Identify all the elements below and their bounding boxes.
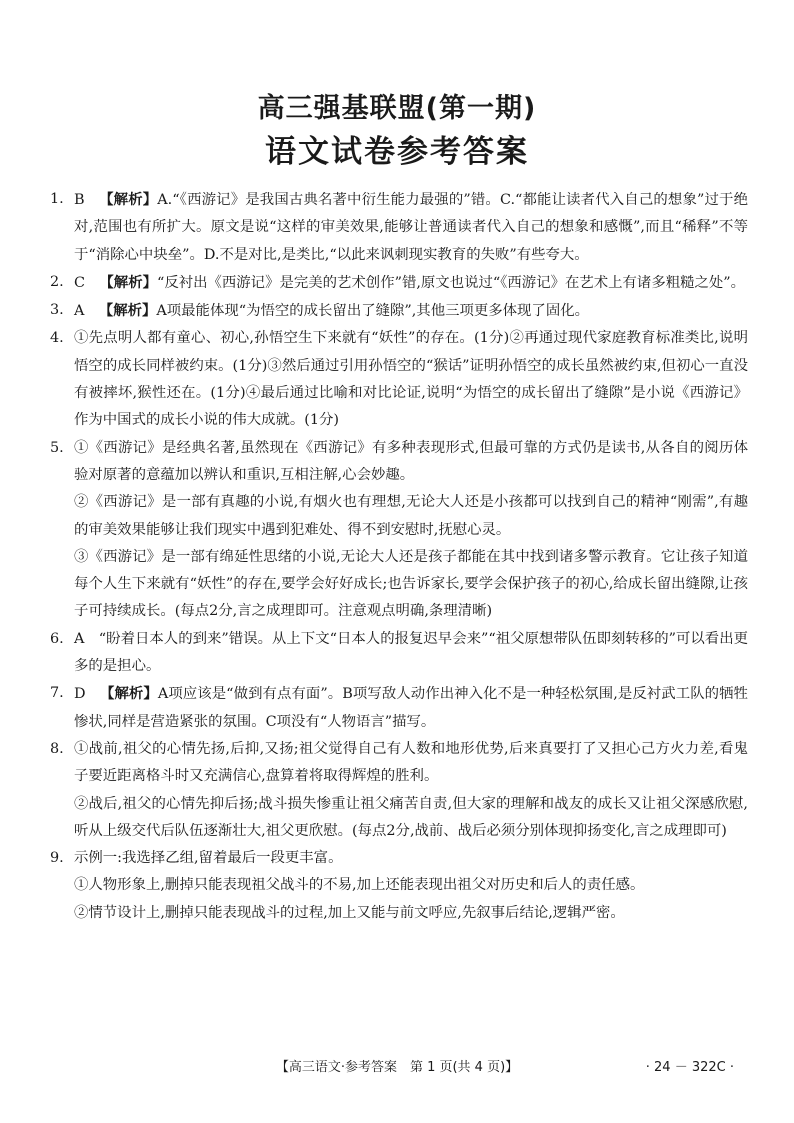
analysis-tag: 【解析】 (99, 685, 158, 703)
answer-paragraph (74, 325, 748, 434)
answer-letter: C (74, 274, 86, 291)
answer-paragraph (74, 626, 748, 681)
answer-letter: B (74, 192, 85, 208)
answer-item (50, 626, 748, 681)
answer-text: ①人物形象上,删掉只能表现祖父战斗的不易,加上还能表现出祖父对历史和后人的责任感。 (74, 877, 645, 894)
answer-paragraph (74, 791, 748, 846)
answer-paragraph (74, 845, 748, 872)
answer-item (50, 325, 748, 434)
answer-text: A.“《西游记》是我国古典名著中衍生能力最强的”错。C.“都能让读者代入自己的想象”过于绝对,范围也有所扩大。原文是说“这样的审美效果,能够让普通读者代入自己的想象和感慨”,而且“稀释”不等于“消除心中块垒”。D.不是对比,是类比,“以此来讽刺现实教育的失败”有些夸大。 (74, 192, 748, 263)
page-footer (0, 1056, 794, 1078)
answer-letter: D (74, 686, 86, 703)
answer-number: 4. (50, 330, 64, 347)
answer-number: 9. (50, 850, 64, 867)
footer-page-info: 【高三语文·参考答案 第 1 页(共 4 页)】 (275, 1060, 519, 1075)
answer-text: A项应该是“做到有点有面”。B项写敌人动作出神入化不是一种轻松氛围,是反衬武工队的牺牲惨状,同样是营造紧张的氛围。C项没有“人物语言”描写。 (74, 686, 748, 730)
answer-number: 7. (50, 685, 64, 702)
answer-item (50, 845, 748, 927)
answer-text: ①先点明人都有童心、初心,孙悟空生下来就有“妖性”的存在。(1分)②再通过现代家庭教育标准类比,说明悟空的成长同样被约束。(1分)③然后通过引用孙悟空的“猴话”证明孙悟空的成长虽然被约束,但初心一直没有被摔坏,猴性还在。(1分)④最后通过比喻和对比论证,说明“为悟空的成长留出了缝隙”是小说《西游记》作为中国式的成长小说的伟大成就。(1分) (74, 330, 748, 429)
page-title-line1: 高三强基联盟(第一期) (257, 93, 537, 124)
answer-text: “反衬出《西游记》是完美的艺术创作”错,原文也说过“《西游记》在艺术上有诸多粗糙之处”。 (156, 274, 746, 291)
answer-number: 1. (50, 191, 64, 207)
answer-list (50, 186, 748, 927)
analysis-tag: 【解析】 (99, 273, 157, 291)
answer-content (74, 186, 748, 269)
answer-item (50, 297, 748, 325)
answer-content (74, 325, 748, 434)
answer-paragraph (74, 544, 748, 626)
answer-paragraph (74, 872, 748, 899)
answer-number: 3. (50, 302, 64, 319)
answer-content (74, 736, 748, 845)
answer-number: 8. (50, 740, 64, 757)
answer-number: 5. (50, 439, 64, 456)
answer-item (50, 269, 748, 297)
answer-content (74, 435, 748, 626)
answer-content (74, 297, 748, 325)
answer-paragraph (74, 489, 748, 544)
answer-paragraph (74, 680, 748, 736)
answer-text: ①《西游记》是经典名著,虽然现在《西游记》有多种表现形式,但最可靠的方式仍是读书,从各自的阅历体验对原著的意蕴加以辨认和重识,互相注解,心会妙趣。 (74, 439, 748, 483)
answer-paragraph (74, 186, 748, 269)
answer-text: ①战前,祖父的心情先扬,后抑,又扬;祖父觉得自己有人数和地形优势,后来真要打了又担心己方火力差,看鬼子要近距离格斗时又充满信心,盘算着将取得辉煌的胜利。 (74, 740, 748, 785)
answer-item (50, 186, 748, 269)
analysis-tag: 【解析】 (98, 191, 158, 208)
answer-letter: A (74, 303, 85, 320)
answer-text: ②情节设计上,删掉只能表现战斗的过程,加上又能与前文呼应,先叙事后结论,逻辑严密。 (74, 904, 625, 921)
answer-item (50, 435, 748, 626)
answer-item (50, 736, 748, 845)
answer-number: 2. (50, 273, 64, 290)
answer-content (74, 845, 748, 927)
answer-text: A项最能体现“为悟空的成长留出了缝隙”,其他三项更多体现了固化。 (156, 303, 589, 320)
answer-paragraph (74, 297, 748, 325)
answer-content (74, 269, 748, 297)
answer-text: ②战后,祖父的心情先抑后扬;战斗损失惨重让祖父痛苦自责,但大家的理解和战友的成长又让祖父深感欣慰,听从上级交代后队伍逐渐壮大,祖父更欣慰。(每点2分,战前、战后必须分别体现抑扬变化,言之成理即可) (74, 795, 748, 839)
answer-text: ②《西游记》是一部有真趣的小说,有烟火也有理想,无论大人还是小孩都可以找到自己的精神“刚需”,有趣的审美效果能够让我们现实中遇到犯难处、得不到安慰时,抚慰心灵。 (74, 494, 748, 538)
answer-text: “盼着日本人的到来”错误。从上下文“日本人的报复迟早会来”“祖父原想带队伍即刻转移的”可以看出更多的是担心。 (74, 630, 748, 675)
answer-letter: A (74, 630, 85, 647)
answer-content (74, 680, 748, 736)
answer-content (74, 626, 748, 681)
page-title-line2: 语文试卷参考答案 (265, 134, 529, 170)
answer-text: 示例一:我选择乙组,留着最后一段更丰富。 (74, 850, 343, 867)
answer-paragraph (74, 269, 748, 297)
answer-item (50, 680, 748, 736)
answer-paragraph (74, 736, 748, 791)
answer-text: ③《西游记》是一部有绵延性思绪的小说,无论大人还是孩子都能在其中找到诸多警示教育。它让孩子知道每个人生下来就有“妖性”的存在,要学会好好成长;也告诉家长,要学会保护孩子的初心,给成长留出缝隙,让孩子可持续成长。(每点2分,言之成理即可。注意观点明确,条理清晰) (74, 548, 748, 620)
footer-exam-code: · 24 － 322C · (645, 1060, 734, 1075)
analysis-tag: 【解析】 (98, 302, 157, 320)
answer-paragraph (74, 900, 748, 927)
answer-number: 6. (50, 630, 64, 647)
answer-paragraph (74, 435, 748, 490)
